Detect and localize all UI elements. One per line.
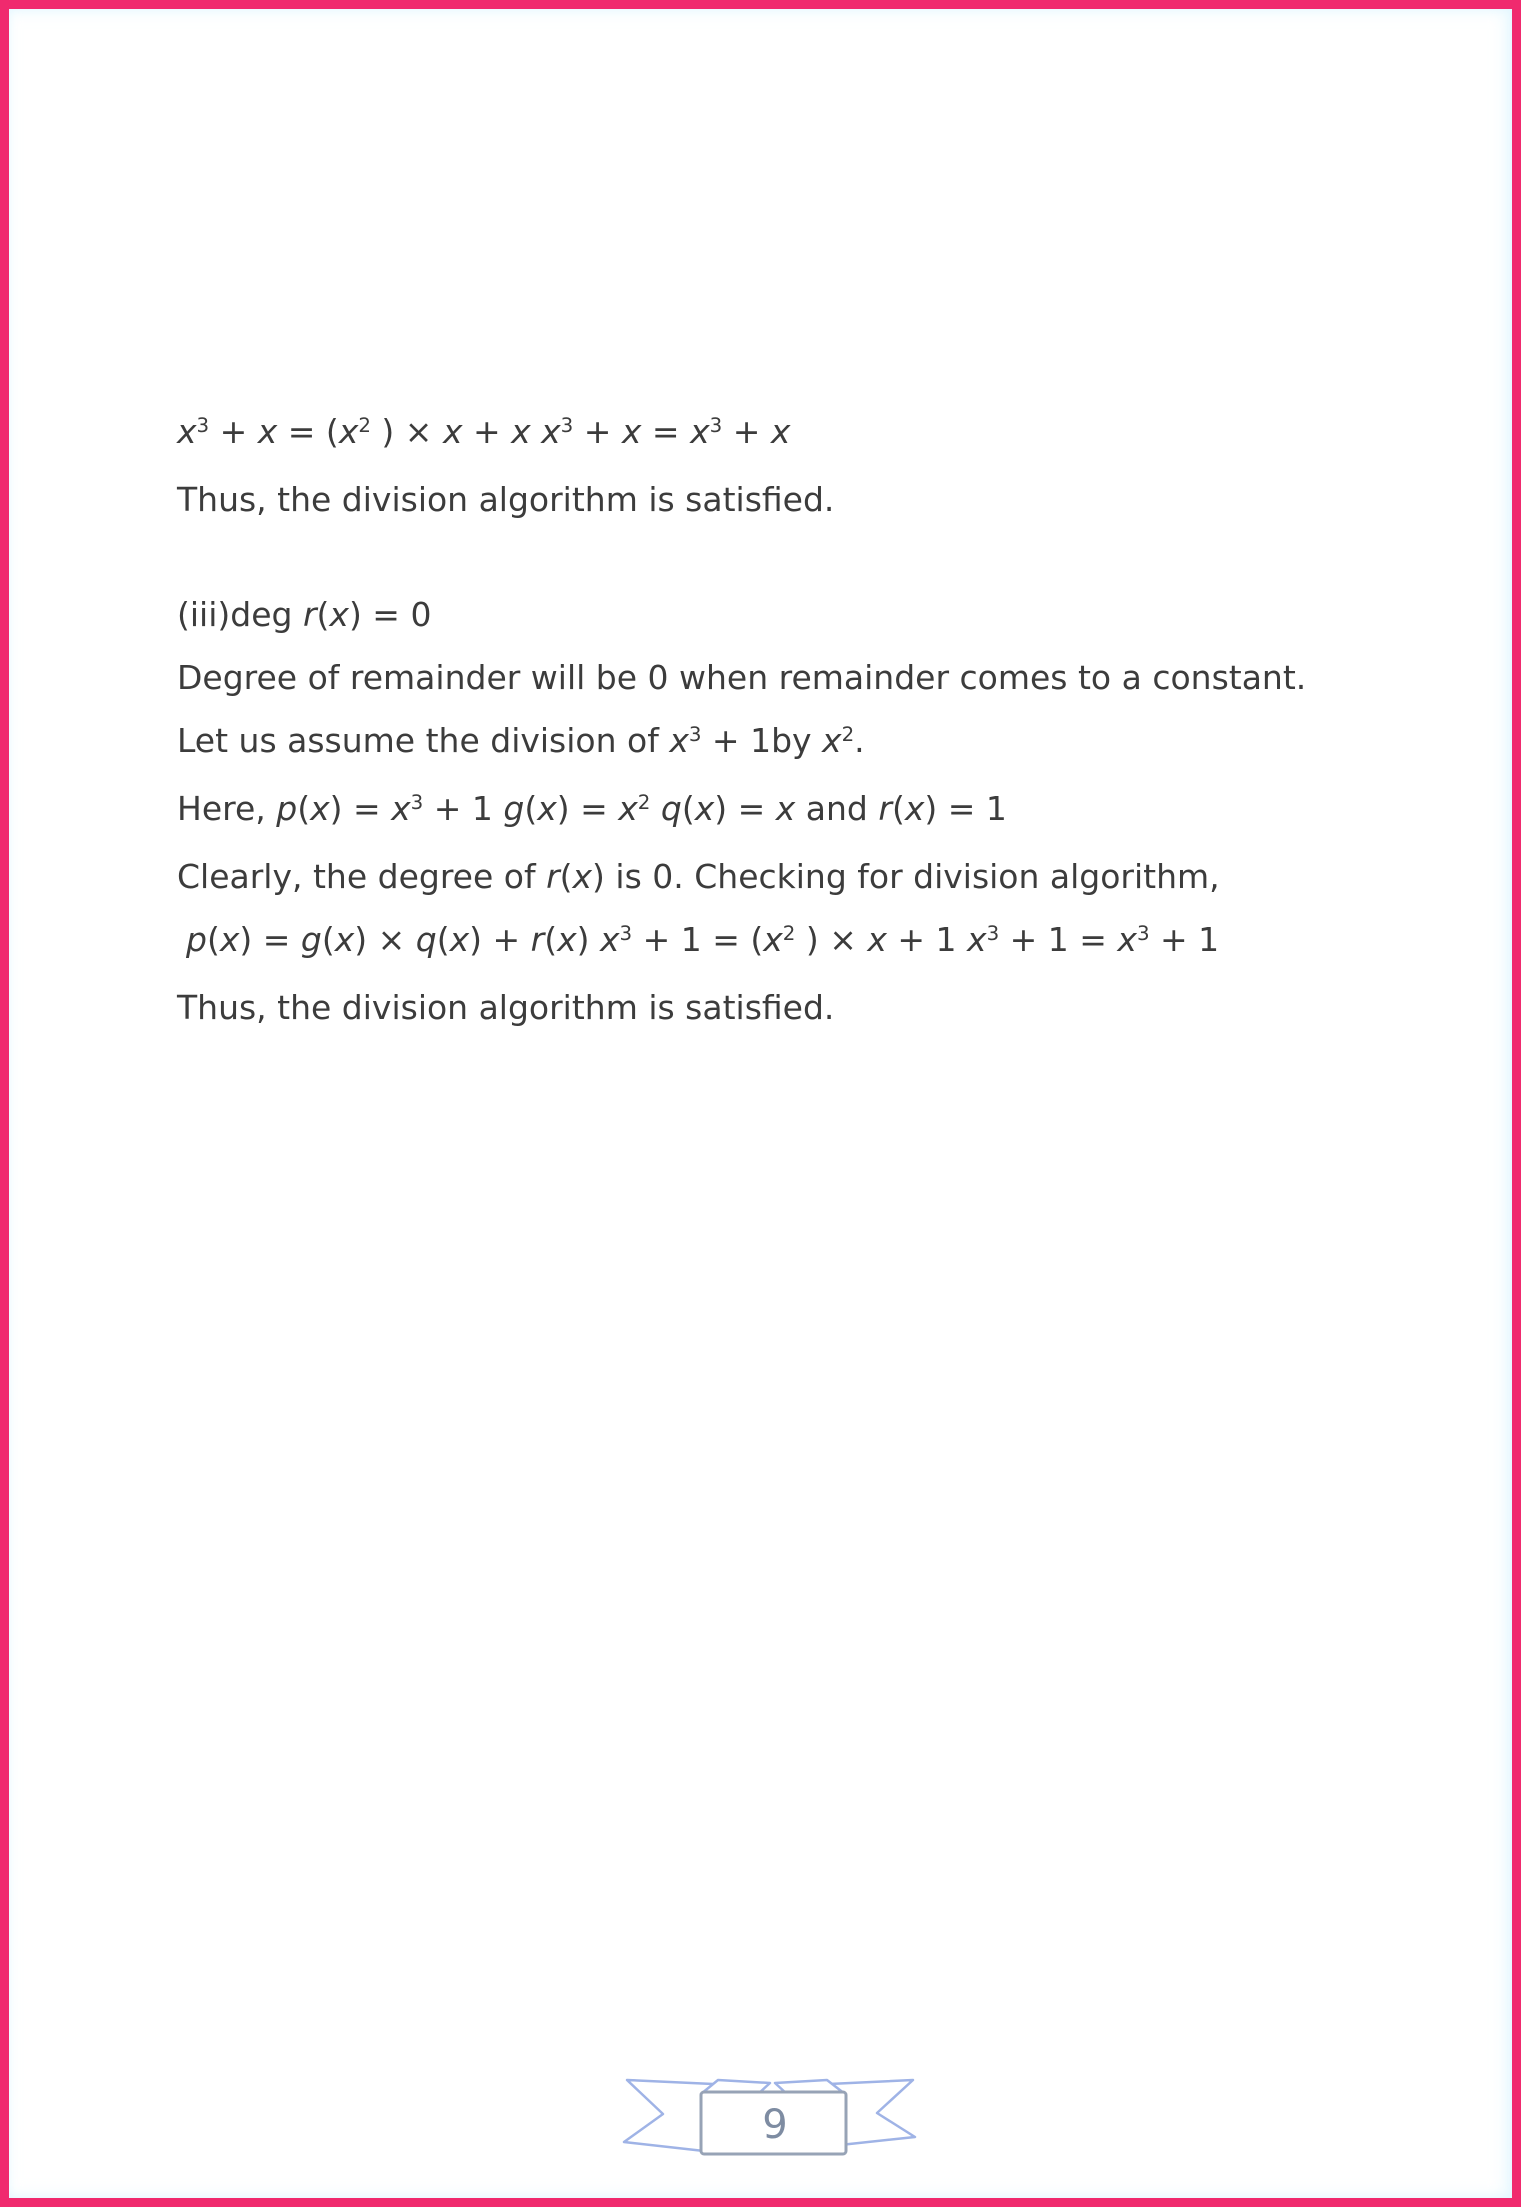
- text-line-conclusion-2: [177, 976, 1521, 1039]
- text-segment: + 1: [423, 789, 504, 828]
- text-segment: 3: [986, 922, 1000, 946]
- text-segment: (iii)deg: [177, 595, 303, 634]
- text-segment: r: [546, 857, 560, 896]
- text-segment: x: [329, 595, 349, 634]
- page-number-ribbon: [617, 2067, 921, 2163]
- text-segment: [650, 789, 661, 828]
- text-segment: x: [822, 721, 842, 760]
- text-segment: ) ×: [354, 920, 416, 959]
- text-segment: q: [660, 789, 682, 828]
- text-segment: x: [599, 920, 620, 959]
- text-segment: + 1by: [701, 721, 823, 760]
- text-segment: Let us assume the division of: [177, 721, 670, 760]
- text-segment: x: [177, 412, 197, 451]
- text-segment: x: [334, 920, 355, 959]
- text-segment: r: [530, 920, 545, 959]
- page-number: 9: [762, 2102, 788, 2148]
- text-segment: ) = 0: [348, 595, 432, 634]
- heading-part-iii: [177, 583, 1521, 646]
- text-segment: + 1: [1149, 920, 1220, 959]
- text-segment: Thus, the division algorithm is satisfied.: [177, 988, 835, 1027]
- text-segment: x: [1117, 920, 1137, 959]
- text-segment: +: [722, 412, 771, 451]
- text-segment: x: [669, 721, 689, 760]
- text-segment: (: [681, 789, 695, 828]
- text-segment: g: [503, 789, 525, 828]
- text-segment: (: [524, 789, 538, 828]
- text-segment: (: [891, 789, 905, 828]
- text-segment: r: [302, 595, 317, 634]
- text-segment: +: [573, 412, 622, 451]
- text-segment: 3: [619, 922, 633, 946]
- text-segment: .: [854, 721, 865, 760]
- text-segment: x: [449, 920, 470, 959]
- text-segment: x: [770, 412, 791, 451]
- text-segment: 3: [688, 723, 702, 747]
- text-segment: + 1: [886, 920, 968, 959]
- text-segment: ) =: [556, 789, 619, 828]
- text-segment: x: [541, 412, 561, 451]
- text-segment: (: [544, 920, 558, 959]
- text-segment: x: [391, 789, 411, 828]
- math-line-equation-1: [177, 400, 1521, 468]
- text-segment: p: [186, 920, 207, 959]
- text-segment: Here,: [177, 789, 277, 828]
- text-segment: q: [415, 920, 437, 959]
- text-segment: x: [967, 920, 987, 959]
- text-segment: Degree of remainder will be 0 when remainder comes to a constant.: [177, 658, 1307, 697]
- text-segment: x: [763, 920, 783, 959]
- text-segment: ) =: [714, 789, 776, 828]
- text-segment: Clearly, the degree of: [177, 857, 547, 896]
- text-segment: (: [206, 920, 220, 959]
- text-segment: x: [537, 789, 557, 828]
- text-segment: x: [572, 857, 593, 896]
- text-segment: + 1 = (: [632, 920, 764, 959]
- text-segment: Thus, the division algorithm is satisfied.: [177, 480, 835, 519]
- text-segment: x: [775, 789, 796, 828]
- text-segment: ) is 0. Checking for division algorithm,: [592, 857, 1220, 896]
- text-segment: 3: [560, 414, 574, 438]
- text-segment: x: [904, 789, 925, 828]
- text-segment: + 1 =: [999, 920, 1118, 959]
- text-segment: 3: [1136, 922, 1150, 946]
- text-line-conclusion-1: [177, 468, 1521, 531]
- text-segment: x: [310, 789, 330, 828]
- text-line-clearly-statement: [177, 845, 1521, 908]
- text-line-degree-statement: [177, 646, 1521, 709]
- text-segment: (: [436, 920, 450, 959]
- text-segment: ) = 1: [924, 789, 1007, 828]
- text-segment: x: [618, 789, 638, 828]
- text-segment: [531, 412, 542, 451]
- text-segment: x: [257, 412, 278, 451]
- text-segment: +: [462, 412, 512, 451]
- text-segment: ): [576, 920, 600, 959]
- text-segment: x: [338, 412, 359, 451]
- text-segment: 2: [782, 922, 796, 946]
- text-segment: = (: [277, 412, 339, 451]
- text-segment: x: [694, 789, 715, 828]
- text-segment: =: [641, 412, 691, 451]
- text-segment: 3: [709, 414, 723, 438]
- text-segment: x: [557, 920, 577, 959]
- text-segment: x: [219, 920, 240, 959]
- text-segment: (: [559, 857, 573, 896]
- text-segment: 2: [841, 723, 855, 747]
- text-segment: ) ×: [795, 920, 868, 959]
- solution-text-block: [177, 400, 1521, 1039]
- text-segment: x: [442, 412, 463, 451]
- text-segment: 2: [637, 791, 651, 815]
- text-segment: and: [795, 789, 879, 828]
- text-segment: (: [316, 595, 330, 634]
- text-segment: g: [300, 920, 322, 959]
- text-segment: ) +: [469, 920, 531, 959]
- text-segment: p: [276, 789, 298, 828]
- text-segment: +: [209, 412, 258, 451]
- text-segment: x: [511, 412, 531, 451]
- math-line-here-statement: [177, 777, 1521, 845]
- text-segment: (: [297, 789, 311, 828]
- text-segment: x: [690, 412, 710, 451]
- text-segment: 3: [196, 414, 210, 438]
- text-segment: ) =: [239, 920, 301, 959]
- text-segment: ) =: [329, 789, 392, 828]
- text-segment: (: [321, 920, 335, 959]
- text-segment: r: [878, 789, 892, 828]
- text-segment: x: [867, 920, 887, 959]
- math-line-equation-2: [177, 908, 1521, 976]
- text-segment: 2: [358, 414, 371, 438]
- text-segment: ) ×: [370, 412, 443, 451]
- text-line-assume-statement: [177, 709, 1521, 777]
- text-segment: 3: [410, 791, 424, 815]
- text-segment: x: [621, 412, 642, 451]
